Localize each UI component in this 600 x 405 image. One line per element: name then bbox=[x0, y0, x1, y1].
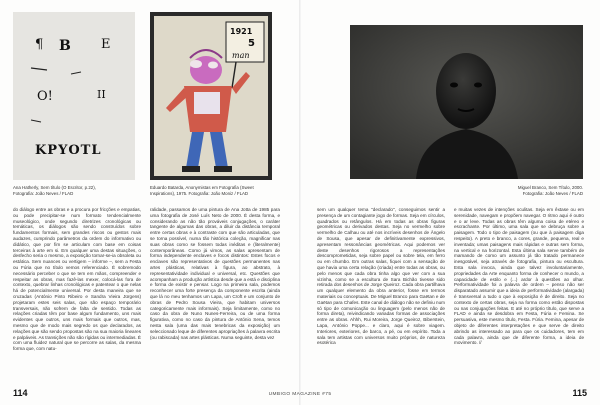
caption-line: Fotografia: João Neves / FLAD bbox=[522, 190, 583, 196]
artwork-batarda-image bbox=[150, 12, 272, 180]
caption-line: Inspirations), 1975. Fotografia: João Moniz / FLAD bbox=[150, 190, 249, 196]
paragraph: sem um qualquer tema "declarado", conseguimos sentir a presença de um contagiante jogo de formas. Seja em círculos, quadrados ou retângulos. Há em todas as obras figuras geométricas ou derivados destas. Seja no vermelho sobre vermelho de Calhau ou até nos incríveis desenhos de Ângelo de Sousa, que apesar de definitivamente expressivos, apresentam ressonâncias geométricas. Aqui podemos ver deste desenhos rigorosos a representações descomprometidas, seja sobre papel ou sobre tela, em ferro ou em chumbo. Em outras salas, fiquei com a sensação de que havia uma certa relação (criada) entre todas as obras, ou pelo menos que cada obra tinha algo que ver com a sua vizinha, como se a escultura de Sara Bichão tivesse sido retirada dos desenhos de Jorge Queiroz. Cada obra partilhava um qualquer elemento da obra anterior, fosse em termos materiais ou conceptuais. De Miguel Branco para Gaëtan e de Gaëtan para Chafes. Este canal de diálogo não se definiu num só tipo de comunicação ou linguagem (pelo menos não de forma direta), reivindicando variadas formas de associações entre as obras. Ahhh, Rui Moreira, Jorge Queiroz, Biberstein, Lapa, António Poppe... e claro, aqui é sobre viagem. Interiores, exteriores, de barco, a pé, ou em espírito. Toda a sala tem artistas com universos muito próprios, de natureza esotérica bbox=[317, 207, 445, 346]
caption-branco bbox=[440, 185, 583, 196]
hatherly-letter: O! bbox=[37, 89, 53, 104]
page-gutter bbox=[299, 0, 301, 405]
hatherly-letter: ¶ bbox=[35, 37, 44, 52]
paragraph: e muitas vezes de intenções oculitas. Seja em êxtase ou em serenidade, navegam e propõem navegar. O ritmo aqui é outro e o ar leve. Todas as obras têm alguma coisa de etéreo e escrachante. Por último, uma sala que se debruça sobre a paisagem. Todo o tipo de paisagem (ou que à paisagem diga respeito). A preto e branco, a cores, grande, pequena, real e inventada; umas paisagens mais rápidas e outras sem forma, na vertical e na horizontal. Esta última sala serve também de mamando de como um assunto já tão tratado permanece inesgotável, seja através de fotografia, pintura ou escultura. Esta sala invoca, ainda que talvez involuntariamente, propriedades da Arte enquanto forma de conhecer o mundo, a capacidade de estilo e (...) ardor à questões ao olhar. Performatividade foi a palavra de ordem – penso não ser disparatado assumir que a ideia de performatividade (alargada) é transversal a tudo o que à exposição é de direito. Seja no contexto de certas obras, seja na forma como estão dispostas ou nas conjugações feitas. E até no próprio título, que serve a FLAD e ainda se desdobra em Festa, Fúria e Femina. Se persuasiva, este mesmo título, Festa. Fúria. Femina, apesar de objeto de diferentes interpretações e que serve de direito abrindo as interessado ao para que os cuidadores, tem em cada palavra, ainda que de diferente forma, a ideia de movimento. // bbox=[454, 207, 584, 346]
text-column-3 bbox=[317, 207, 445, 379]
batarda-sign-text: 1921 bbox=[230, 27, 253, 36]
caption-hatherly bbox=[13, 185, 143, 196]
batarda-sign-text: man bbox=[232, 51, 250, 60]
text-column-4 bbox=[454, 207, 584, 379]
page-number-right: 115 bbox=[572, 388, 587, 398]
caption-line: Fotografia: João Neves / FLAD bbox=[13, 190, 74, 196]
page-number-left: 114 bbox=[13, 388, 28, 398]
caption-line: Eduardo Batarda, Anonymistas em Fotografia (Sweet bbox=[150, 185, 254, 190]
caption-line: Ana Hatherly, Sem título (O Escritor, p.22), bbox=[13, 185, 96, 190]
artwork-branco-image bbox=[350, 25, 583, 179]
hatherly-letter: E bbox=[101, 37, 111, 52]
caption-line: Miguel Branco, Sem Título, 2000. bbox=[517, 185, 583, 190]
text-column-2 bbox=[150, 207, 280, 379]
hatherly-letter: KPYOTL bbox=[35, 143, 102, 158]
magazine-footer: UMBIGO MAGAZINE #75 bbox=[268, 392, 332, 397]
text-column-1 bbox=[13, 207, 141, 379]
paragraph: do diálogo entre as obras e a procura por fricções e empatias, ou pode precipitar-se num formato tendencialmente museológico, onde segundo diretrizes cronológicas ou temáticas, os diálogos são sendo construídos sobre fundamentos formais, sem grandes riscos ou gestos mais audazes, cumprindo parâmetros da ordem do informativo ou didático, que por fim se articulam com base em coisas terceiras à arte em si. Em qualquer uma destas situações, o desfecho seria o mesmo, a exposição tornar-se-ia obsoleta ou estática. Sem nuances ou vertigem – informe –, sem a Festa ou Fúria que no título vemos referenciado. É sobremodo necessário perceber o que se tem em mãos, compreender e respeitar as obras, mas fazê-las mexer, colocá-las fora de contexto, quebrar linhas cronológicas e patentear o que nelas há de potencialmente universal. Por desta maneira que se cruzadas (António Pinto Ribeiro e Sandra Vieira Jürgens) projetaram estes seis salas, que são espaço temporário transversais, não sofrem de falta de sentido. Todas as relações criadas têm por base algum fundamento, uns mais evidentes que outros, uns mais formais que outros, mas, mesmo que de modo mais segredo os que declarados, as relações que são sendo propostas são na sua maioria lineares e palpáveis. As transições não são rígidas ou intermediadas. É com uma fluidez natural que se percorre as salas, da mesma forma que, com natu- bbox=[13, 207, 141, 352]
hatherly-letter: II bbox=[97, 88, 106, 101]
paragraph: ralidade, passamos de uma pintura de Ana Jotta de 1985 para uma fotografia de José Luís Neto de 2000. É desta forma, e considerando as não tão prováveis conjugações, o caráter tangente de algumas das obras, a diluir da distância temporal entre certas obras e à contraste com que são articuladas, que se torna possível, numa tão histórica coleção, magnificar nas suas obras como se fossem todas inéditas e (literalmente) contemporâneas. Como já vimos, as salas apresentam de forma independente enclaves e focos distintos: Estes focos e enclaves são representativos de questões permanentes nas artes plásticas, relativas à figura, ao abstrato, à representatividade individual e universal, etc. Questões que acompanham a produção artística desde que a está e disciplina e forma de existir e pensar. Logo na primeira sala, podemos reconhecer uma forte presença da componente escrita (ainda que lá no meu tenhamos um Lapa, um Croft e um conjunto de obras de Pedro Sousa Vieira, que habitam universos categoricamente mais informais). Seja limitamente, como no caso da obra de Nuno Nunes-Ferreira, ou de uma forma figurativa, como no caso da pintura de António Sena, temos nesta sala (uma das mais tenebricas da exposição) um seleccionado leque de diferentes apropriações à palavra escrita (ou rabiscada) nas artes plásticas. Numa seguinte, desta vez bbox=[150, 207, 280, 340]
hatherly-letter: B bbox=[59, 38, 71, 54]
caption-batarda bbox=[150, 185, 290, 196]
artwork-hatherly-image bbox=[13, 12, 135, 180]
batarda-sign-text: 5 bbox=[248, 38, 255, 49]
